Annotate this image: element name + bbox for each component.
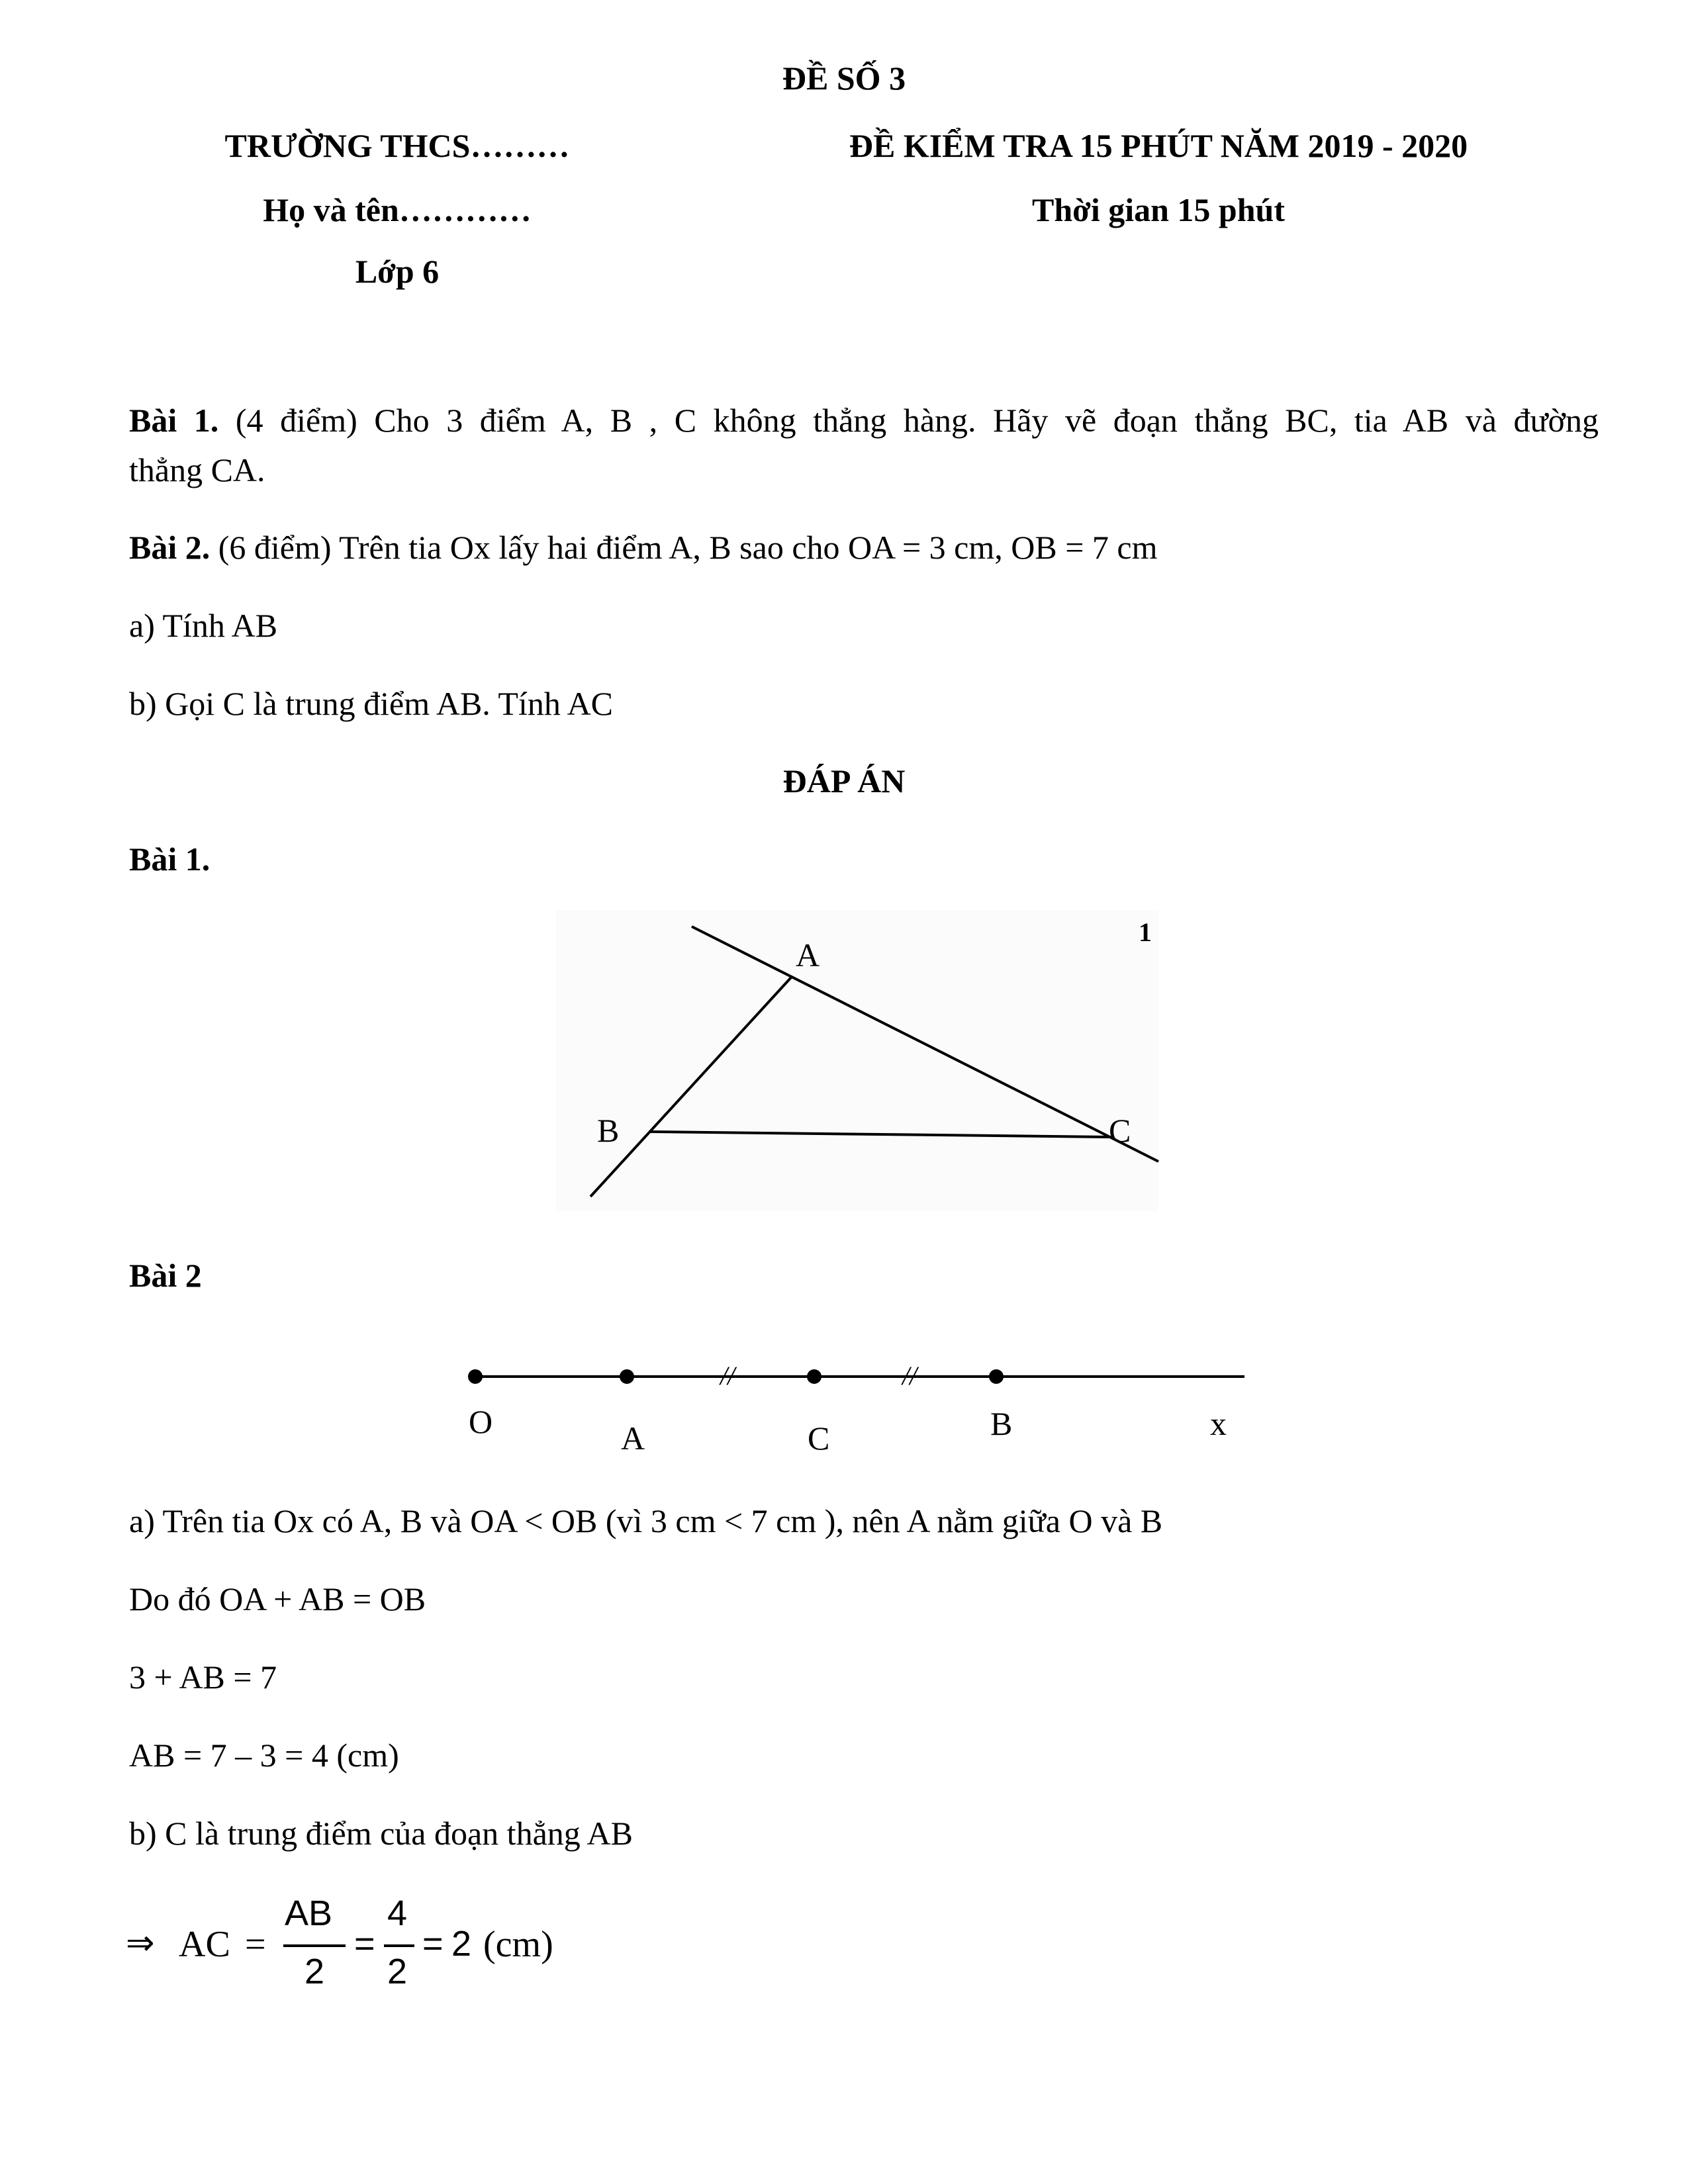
formula-ac (126, 1893, 629, 2005)
tick-mark-CB: // (902, 1361, 917, 1390)
label-C: C (808, 1420, 830, 1457)
question-1-line1 (129, 400, 1599, 440)
answer-2-label: Bài 2 (129, 1257, 202, 1294)
point-B (989, 1369, 1004, 1384)
fraction-1-denominator: 2 (305, 1952, 325, 1991)
point-C (807, 1369, 821, 1384)
question-2-text: (6 điểm) Trên tia Ox lấy hai điểm A, B sao cho OA = 3 cm, OB = 7 cm (218, 529, 1158, 566)
point-label-A: A (796, 936, 820, 974)
formula-lhs: AC (179, 1924, 230, 1965)
answer-title: ĐÁP ÁN (782, 762, 906, 799)
label-A: A (621, 1420, 645, 1457)
student-name-line: Họ và tên………… (263, 191, 532, 228)
solution-line-1: a) Trên tia Ox có A, B và OA < OB (vì 3 cm < 7 cm ), nên A nằm giữa O và B (129, 1502, 1163, 1539)
exam-title: ĐỀ KIỂM TRA 15 PHÚT NĂM 2019 - 2020 (849, 127, 1468, 164)
fraction-2-denominator: 2 (387, 1952, 408, 1991)
label-B: B (990, 1405, 1013, 1442)
point-A (620, 1369, 634, 1384)
point-label-B: B (597, 1112, 620, 1149)
point-O (468, 1369, 483, 1384)
exam-number: ĐỀ SỐ 3 (782, 60, 906, 97)
tick-mark-AC: // (720, 1361, 735, 1390)
fraction-2-bar (384, 1944, 414, 1947)
formula-equals-3: = (422, 1924, 444, 1964)
formula-unit: (cm) (483, 1924, 553, 1965)
figure-background (556, 910, 1158, 1211)
label-x: x (1210, 1405, 1227, 1442)
question-1-label: Bài 1. (129, 402, 219, 439)
answer-1-label: Bài 1. (129, 841, 211, 878)
fraction-1-bar (283, 1944, 346, 1947)
fraction-1-numerator: AB (285, 1893, 333, 1933)
corner-mark: 1 (1139, 917, 1152, 947)
class-label: Lớp 6 (355, 253, 440, 290)
school-name: TRƯỜNG THCS……… (224, 127, 570, 164)
solution-line-2: Do đó OA + AB = OB (129, 1580, 426, 1617)
solution-line-4: AB = 7 – 3 = 4 (cm) (129, 1737, 399, 1774)
question-1-text: (4 điểm) Cho 3 điểm A, B , C không thẳng hàng. Hãy vẽ đoạn thẳng BC, tia AB và đường (235, 402, 1599, 439)
figure-ray (450, 1337, 1271, 1463)
label-O: O (469, 1403, 493, 1440)
formula-equals-1: = (245, 1924, 266, 1965)
solution-line-5: b) C là trung điểm của đoạn thẳng AB (129, 1815, 633, 1852)
question-2-label: Bài 2. (129, 529, 211, 566)
point-label-C: C (1109, 1112, 1131, 1149)
fraction-2-numerator: 4 (387, 1893, 408, 1933)
question-2a: a) Tính AB (129, 607, 278, 644)
exam-time: Thời gian 15 phút (1031, 191, 1285, 228)
question-1-line2: thẳng CA. (129, 451, 265, 488)
figure-triangle (549, 907, 1172, 1224)
implies-symbol: ⇒ (126, 1923, 155, 1963)
formula-equals-2: = (354, 1924, 375, 1964)
question-2 (129, 527, 1158, 567)
question-2b: b) Gọi C là trung điểm AB. Tính AC (129, 685, 614, 722)
solution-line-3: 3 + AB = 7 (129, 1659, 277, 1696)
formula-result: 2 (451, 1924, 472, 1964)
